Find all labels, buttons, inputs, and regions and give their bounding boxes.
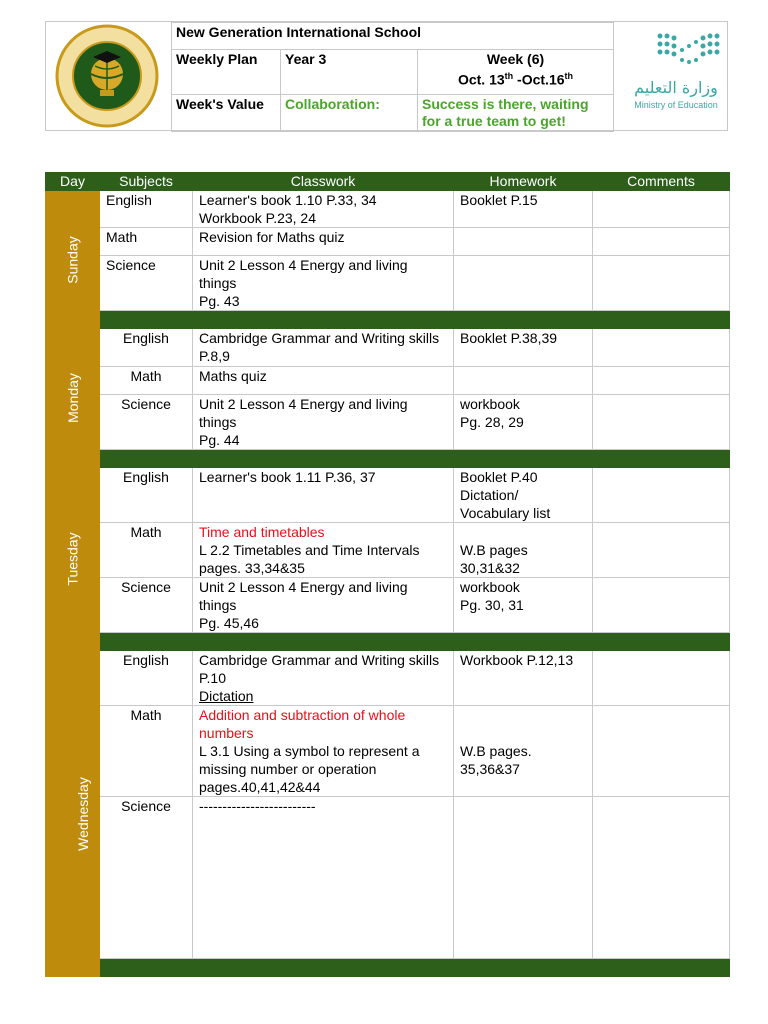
classwork-cell: Cambridge Grammar and Writing skills P.10 Dictation (193, 651, 454, 706)
table-row (46, 191, 730, 228)
col-classwork: Classwork (193, 173, 454, 191)
homework-cell: Booklet P.15 (454, 191, 593, 228)
comments-cell[interactable] (593, 706, 730, 797)
subject-cell: Science (100, 578, 193, 633)
day-cell-monday: Monday (46, 329, 100, 468)
comments-cell[interactable] (593, 228, 730, 256)
subject-cell: Math (100, 367, 193, 395)
subject-cell: Math (100, 523, 193, 578)
school-name: New Generation International School (172, 23, 614, 50)
subject-cell: Science (100, 256, 193, 311)
comments-cell[interactable] (593, 468, 730, 523)
subject-cell: English (100, 468, 193, 523)
col-day: Day (46, 173, 100, 191)
school-logo-icon (50, 24, 164, 128)
homework-cell (454, 228, 593, 256)
comments-cell[interactable] (593, 256, 730, 311)
week-dates: Oct. 13th -Oct.16th (457, 71, 574, 88)
comments-cell[interactable] (593, 797, 730, 959)
value-text: Success is there, waiting for a true team to get! (418, 95, 614, 132)
separator-row (46, 311, 730, 329)
table-row (46, 367, 730, 395)
comments-cell[interactable] (593, 523, 730, 578)
day-cell-sunday: Sunday (46, 191, 100, 329)
separator-bar (100, 633, 730, 651)
table-row (46, 329, 730, 367)
table-row (46, 578, 730, 633)
table-row (46, 395, 730, 450)
classwork-topic: Addition and subtraction of whole numbers (199, 707, 406, 741)
comments-cell[interactable] (593, 367, 730, 395)
homework-cell: Booklet P.40 Dictation/ Vocabulary list (454, 468, 593, 523)
comments-cell[interactable] (593, 578, 730, 633)
value-label: Week's Value (172, 95, 281, 132)
subject-cell: Math (100, 228, 193, 256)
homework-cell (454, 797, 593, 959)
comments-cell[interactable] (593, 329, 730, 367)
table-row (46, 228, 730, 256)
subject-cell: Science (100, 395, 193, 450)
week-cell (418, 50, 614, 95)
classwork-topic: Time and timetables (199, 524, 325, 540)
plan-label: Weekly Plan (172, 50, 281, 95)
ministry-logo (626, 26, 726, 126)
separator-row (46, 450, 730, 468)
classwork-cell: Cambridge Grammar and Writing skills P.8,9 (193, 329, 454, 367)
comments-cell[interactable] (593, 651, 730, 706)
table-row (46, 523, 730, 578)
subject-cell: Science (100, 797, 193, 959)
classwork-cell: ------------------------- (193, 797, 454, 959)
classwork-cell: Maths quiz (193, 367, 454, 395)
ministry-arabic: وزارة التعليم (634, 78, 718, 97)
classwork-cell: Unit 2 Lesson 4 Energy and living things Pg. 44 (193, 395, 454, 450)
homework-cell: workbook Pg. 28, 29 (454, 395, 593, 450)
homework-cell (454, 256, 593, 311)
classwork-cell: Learner's book 1.10 P.33, 34 Workbook P.23, 24 (193, 191, 454, 228)
subject-cell: English (100, 191, 193, 228)
dictation-label: Dictation (199, 688, 254, 704)
ministry-english: Ministry of Education (634, 100, 718, 110)
year-label: Year 3 (281, 50, 418, 95)
separator-bar (100, 450, 730, 468)
table-row (46, 468, 730, 523)
weekly-plan-table (45, 172, 730, 977)
subject-cell: English (100, 651, 193, 706)
table-row (46, 706, 730, 797)
col-comments: Comments (593, 173, 730, 191)
classwork-cell: Unit 2 Lesson 4 Energy and living things Pg. 45,46 (193, 578, 454, 633)
comments-cell[interactable] (593, 191, 730, 228)
subject-cell: English (100, 329, 193, 367)
comments-cell[interactable] (593, 395, 730, 450)
header-box (45, 21, 728, 131)
classwork-cell: Revision for Maths quiz (193, 228, 454, 256)
homework-cell: Booklet P.38,39 (454, 329, 593, 367)
homework-cell: W.B pages. 35,36&37 (454, 706, 593, 797)
table-row (46, 651, 730, 706)
homework-cell: W.B pages 30,31&32 (454, 523, 593, 578)
homework-cell: Workbook P.12,13 (454, 651, 593, 706)
homework-cell: workbook Pg. 30, 31 (454, 578, 593, 633)
separator-bar (100, 959, 730, 977)
table-row (46, 797, 730, 959)
table-row (46, 256, 730, 311)
classwork-cell: Addition and subtraction of whole numbers L 3.1 Using a symbol to represent a missing number or operation pages.40,41,42&44 (193, 706, 454, 797)
classwork-cell: Time and timetables L 2.2 Timetables and Time Intervals pages. 33,34&35 (193, 523, 454, 578)
separator-row (46, 959, 730, 977)
homework-cell (454, 367, 593, 395)
col-subjects: Subjects (100, 173, 193, 191)
day-cell-tuesday: Tuesday (46, 468, 100, 651)
col-homework: Homework (454, 173, 593, 191)
day-cell-wednesday: Wednesday (46, 651, 100, 977)
week-label: Week (6) (486, 51, 545, 67)
classwork-cell: Learner's book 1.11 P.36, 37 (193, 468, 454, 523)
ministry-dots-icon (626, 26, 726, 76)
table-header-row (46, 173, 730, 191)
subject-cell: Math (100, 706, 193, 797)
value-name: Collaboration: (281, 95, 418, 132)
separator-row (46, 633, 730, 651)
classwork-cell: Unit 2 Lesson 4 Energy and living things Pg. 43 (193, 256, 454, 311)
header-grid (171, 22, 614, 132)
separator-bar (100, 311, 730, 329)
